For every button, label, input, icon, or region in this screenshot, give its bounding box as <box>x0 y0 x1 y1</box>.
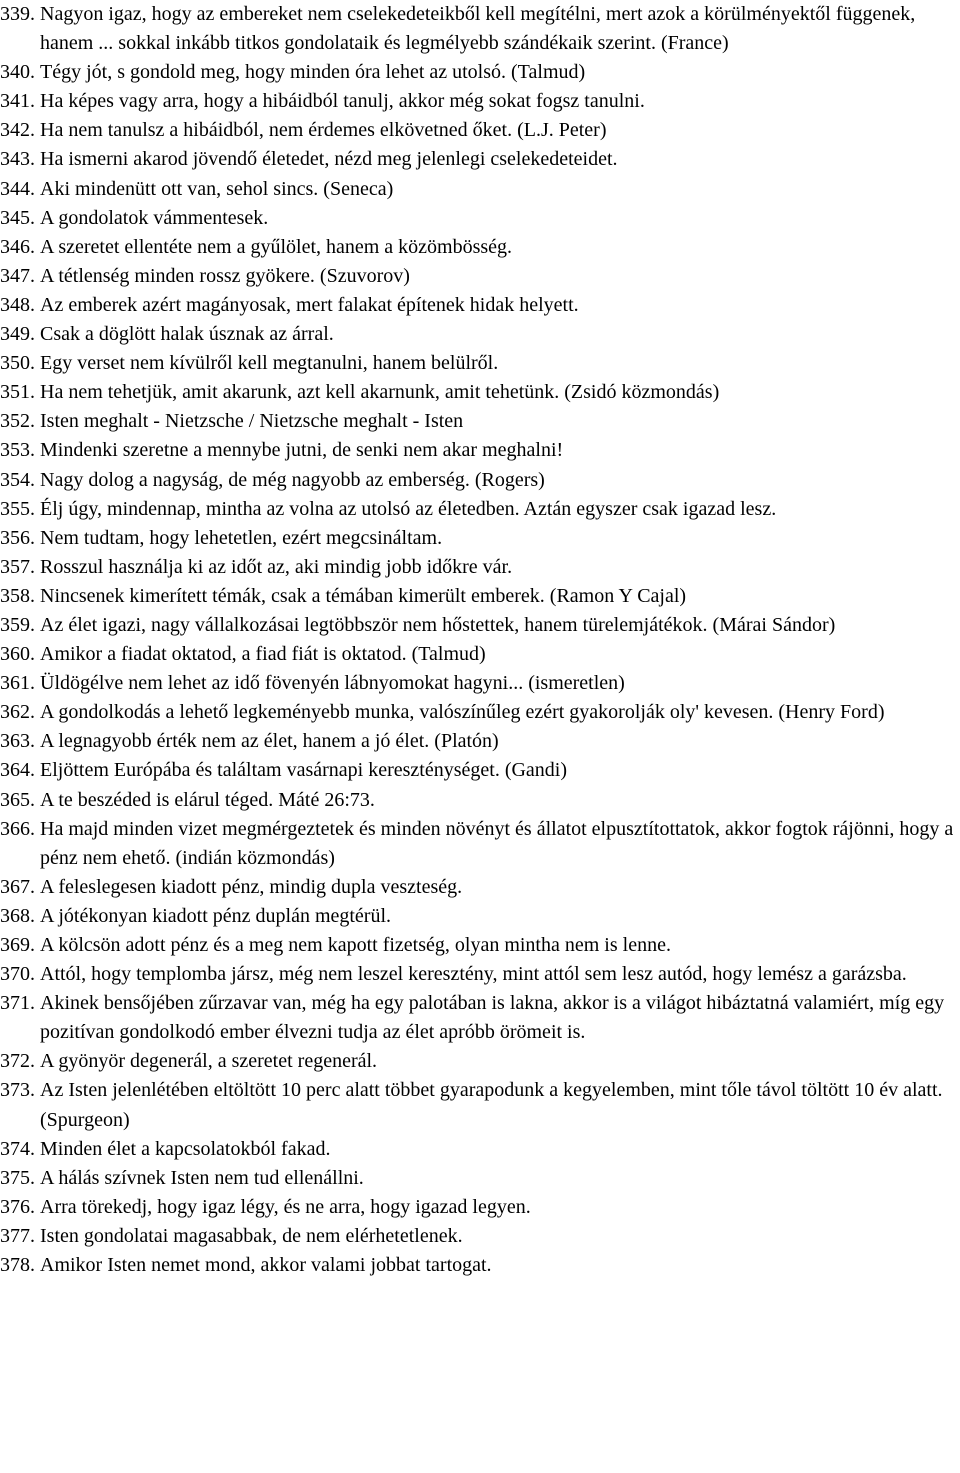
quote-item <box>0 815 960 873</box>
quote-number: 362. <box>0 701 35 724</box>
quote-number: 341. <box>0 90 35 113</box>
quote-item <box>0 786 960 815</box>
quote-number: 350. <box>0 352 35 375</box>
quote-number: 351. <box>0 381 35 404</box>
quote-text: Az Isten jelenlétében eltöltött 10 perc alatt többet gyarapodunk a kegyelemben, mint tőle távol töltött 10 év alatt. (Spurgeon) <box>40 1079 943 1131</box>
quote-number: 343. <box>0 148 35 171</box>
quote-number: 345. <box>0 206 35 229</box>
quote-text: Élj úgy, mindennap, mintha az volna az utolsó az életedben. Aztán egyszer csak igazad lesz. <box>40 497 777 520</box>
quote-item <box>0 349 960 378</box>
quote-item <box>0 262 960 291</box>
quote-text: A gyönyör degenerál, a szeretet regenerál. <box>40 1050 378 1073</box>
quote-item <box>0 1135 960 1164</box>
quote-item <box>0 87 960 116</box>
quote-number: 346. <box>0 235 35 258</box>
quote-item <box>0 873 960 902</box>
quote-number: 359. <box>0 613 35 636</box>
quote-item <box>0 291 960 320</box>
quote-text: Üldögélve nem lehet az idő fövenyén lábnyomokat hagyni... (ismeretlen) <box>40 672 625 695</box>
quote-number: 357. <box>0 555 35 578</box>
quote-text: Egy verset nem kívülről kell megtanulni, hanem belülről. <box>40 352 499 375</box>
quote-text: Rosszul használja ki az időt az, aki mindig jobb időkre vár. <box>40 555 513 578</box>
quote-text: Nagy dolog a nagyság, de még nagyobb az emberség. (Rogers) <box>40 468 545 491</box>
quote-text: A legnagyobb érték nem az élet, hanem a jó élet. (Platón) <box>40 730 499 753</box>
quote-number: 349. <box>0 323 35 346</box>
quote-number: 363. <box>0 730 35 753</box>
quote-text: Ha nem tehetjük, amit akarunk, azt kell akarnunk, amit tehetünk. (Zsidó közmondás) <box>40 381 720 404</box>
quote-item <box>0 378 960 407</box>
quote-number: 373. <box>0 1079 35 1102</box>
quote-number: 360. <box>0 643 35 666</box>
quote-text: Amikor a fiadat oktatod, a fiad fiát is oktatod. (Talmud) <box>40 643 486 666</box>
quote-text: Ha képes vagy arra, hogy a hibáidból tanulj, akkor még sokat fogsz tanulni. <box>40 90 645 113</box>
quote-number: 352. <box>0 410 35 433</box>
quote-item <box>0 1251 960 1280</box>
quote-item <box>0 204 960 233</box>
quote-text: Amikor Isten nemet mond, akkor valami jobbat tartogat. <box>40 1254 492 1277</box>
quote-number: 348. <box>0 293 35 316</box>
quote-item <box>0 1164 960 1193</box>
quote-text: Isten gondolatai magasabbak, de nem elérhetetlenek. <box>40 1224 463 1247</box>
quote-item <box>0 960 960 989</box>
quote-item <box>0 233 960 262</box>
quote-number: 353. <box>0 439 35 462</box>
quote-number: 367. <box>0 875 35 898</box>
quote-number: 340. <box>0 61 35 84</box>
quote-item <box>0 58 960 87</box>
quote-item <box>0 902 960 931</box>
quote-text: A jótékonyan kiadott pénz duplán megtérül. <box>40 904 392 927</box>
quote-item <box>0 727 960 756</box>
quote-number: 377. <box>0 1224 35 1247</box>
quote-text: Ha nem tanulsz a hibáidból, nem érdemes elkövetned őket. (L.J. Peter) <box>40 119 607 142</box>
quote-item <box>0 407 960 436</box>
quote-text: Eljöttem Európába és találtam vasárnapi kereszténységet. (Gandi) <box>40 759 568 782</box>
quote-number: 368. <box>0 904 35 927</box>
quote-text: Nagyon igaz, hogy az embereket nem cselekedeteikből kell megítélni, mert azok a körülményektől függenek, hanem ... sokkal inkább titkos gondolataik és legmélyebb szándékaik szerint. (France) <box>40 3 916 55</box>
quote-text: A gondolatok vámmentesek. <box>40 206 269 229</box>
quote-item <box>0 495 960 524</box>
quote-number: 365. <box>0 788 35 811</box>
quote-text: Ha majd minden vizet megmérgeztetek és minden növényt és állatot elpusztítottatok, akkor fogtok rájönni, hogy a pénz nem ehető. (indián közmondás) <box>40 817 954 869</box>
quote-text: A kölcsön adott pénz és a meg nem kapott fizetség, olyan mintha nem is lenne. <box>40 934 671 956</box>
quote-number: 347. <box>0 264 35 287</box>
quote-item <box>0 756 960 785</box>
quote-item <box>0 320 960 349</box>
quote-text: A hálás szívnek Isten nem tud ellenállni. <box>40 1166 364 1189</box>
quote-number: 358. <box>0 584 35 607</box>
quote-number: 374. <box>0 1137 35 1160</box>
quote-item <box>0 611 960 640</box>
quote-text: Aki mindenütt ott van, sehol sincs. (Seneca) <box>40 177 394 200</box>
quote-number: 372. <box>0 1050 35 1073</box>
quote-text: A te beszéded is elárul téged. Máté 26:73. <box>40 788 375 811</box>
quote-text: Nem tudtam, hogy lehetetlen, ezért megcsináltam. <box>40 526 443 549</box>
quote-item <box>0 436 960 465</box>
quote-item <box>0 1222 960 1251</box>
quote-number: 339. <box>0 3 35 25</box>
quote-item <box>0 145 960 174</box>
quote-text: Nincsenek kimerített témák, csak a témában kimerült emberek. (Ramon Y Cajal) <box>40 584 687 607</box>
quote-text: Az élet igazi, nagy vállalkozásai legtöbbször nem hőstettek, hanem türelemjátékok. (Márai Sándor) <box>40 613 836 636</box>
quote-item <box>0 989 960 1047</box>
quote-number: 369. <box>0 934 35 956</box>
quote-text: A tétlenség minden rossz gyökere. (Szuvorov) <box>40 264 410 287</box>
quote-text: Arra törekedj, hogy igaz légy, és ne arra, hogy igazad legyen. <box>40 1195 531 1218</box>
quote-item <box>0 1076 960 1134</box>
quote-number: 361. <box>0 672 35 695</box>
quote-item <box>0 466 960 495</box>
quote-number: 375. <box>0 1166 35 1189</box>
quote-number: 378. <box>0 1254 35 1277</box>
quote-item <box>0 1047 960 1076</box>
quote-item <box>0 116 960 145</box>
quote-text: Ha ismerni akarod jövendő életedet, nézd meg jelenlegi cselekedeteidet. <box>40 148 618 171</box>
quote-text: Mindenki szeretne a mennybe jutni, de senki nem akar meghalni! <box>40 439 564 462</box>
quote-number: 344. <box>0 177 35 200</box>
quote-number: 364. <box>0 759 35 782</box>
quote-text: Akinek bensőjében zűrzavar van, még ha egy palotában is lakna, akkor is a világot hibáztatná valamiért, míg egy pozitívan gondolkodó ember élvezni tudja az élet apróbb örömeit is. <box>40 992 945 1044</box>
quote-number: 376. <box>0 1195 35 1218</box>
quote-number: 354. <box>0 468 35 491</box>
quote-text: Csak a döglött halak úsznak az árral. <box>40 323 334 346</box>
quote-number: 342. <box>0 119 35 142</box>
quote-number: 356. <box>0 526 35 549</box>
quote-text: Az emberek azért magányosak, mert falakat építenek hidak helyett. <box>40 293 579 316</box>
quote-text: A szeretet ellentéte nem a gyűlölet, hanem a közömbösség. <box>40 235 513 258</box>
quote-number: 371. <box>0 992 35 1015</box>
quote-item <box>0 669 960 698</box>
quote-number: 370. <box>0 963 35 986</box>
quote-item <box>0 1193 960 1222</box>
quote-item <box>0 931 960 960</box>
quote-item <box>0 175 960 204</box>
quote-number: 355. <box>0 497 35 520</box>
quote-text: Tégy jót, s gondold meg, hogy minden óra lehet az utolsó. (Talmud) <box>40 61 586 84</box>
quote-text: A gondolkodás a lehető legkeményebb munka, valószínűleg ezért gyakorolják oly' kevesen. (Henry Ford) <box>40 701 885 724</box>
quote-item <box>0 524 960 553</box>
quote-item <box>0 698 960 727</box>
quote-text: A feleslegesen kiadott pénz, mindig dupla veszteség. <box>40 875 463 898</box>
quote-item <box>0 0 960 58</box>
quote-text: Isten meghalt - Nietzsche / Nietzsche meghalt - Isten <box>40 410 464 433</box>
quote-item <box>0 640 960 669</box>
quote-text: Attól, hogy templomba jársz, még nem leszel keresztény, mint attól sem lesz autód, hogy lemész a garázsba. <box>40 963 907 986</box>
quote-item <box>0 582 960 611</box>
quote-number: 366. <box>0 817 35 840</box>
quote-text: Minden élet a kapcsolatokból fakad. <box>40 1137 331 1160</box>
quote-item <box>0 553 960 582</box>
